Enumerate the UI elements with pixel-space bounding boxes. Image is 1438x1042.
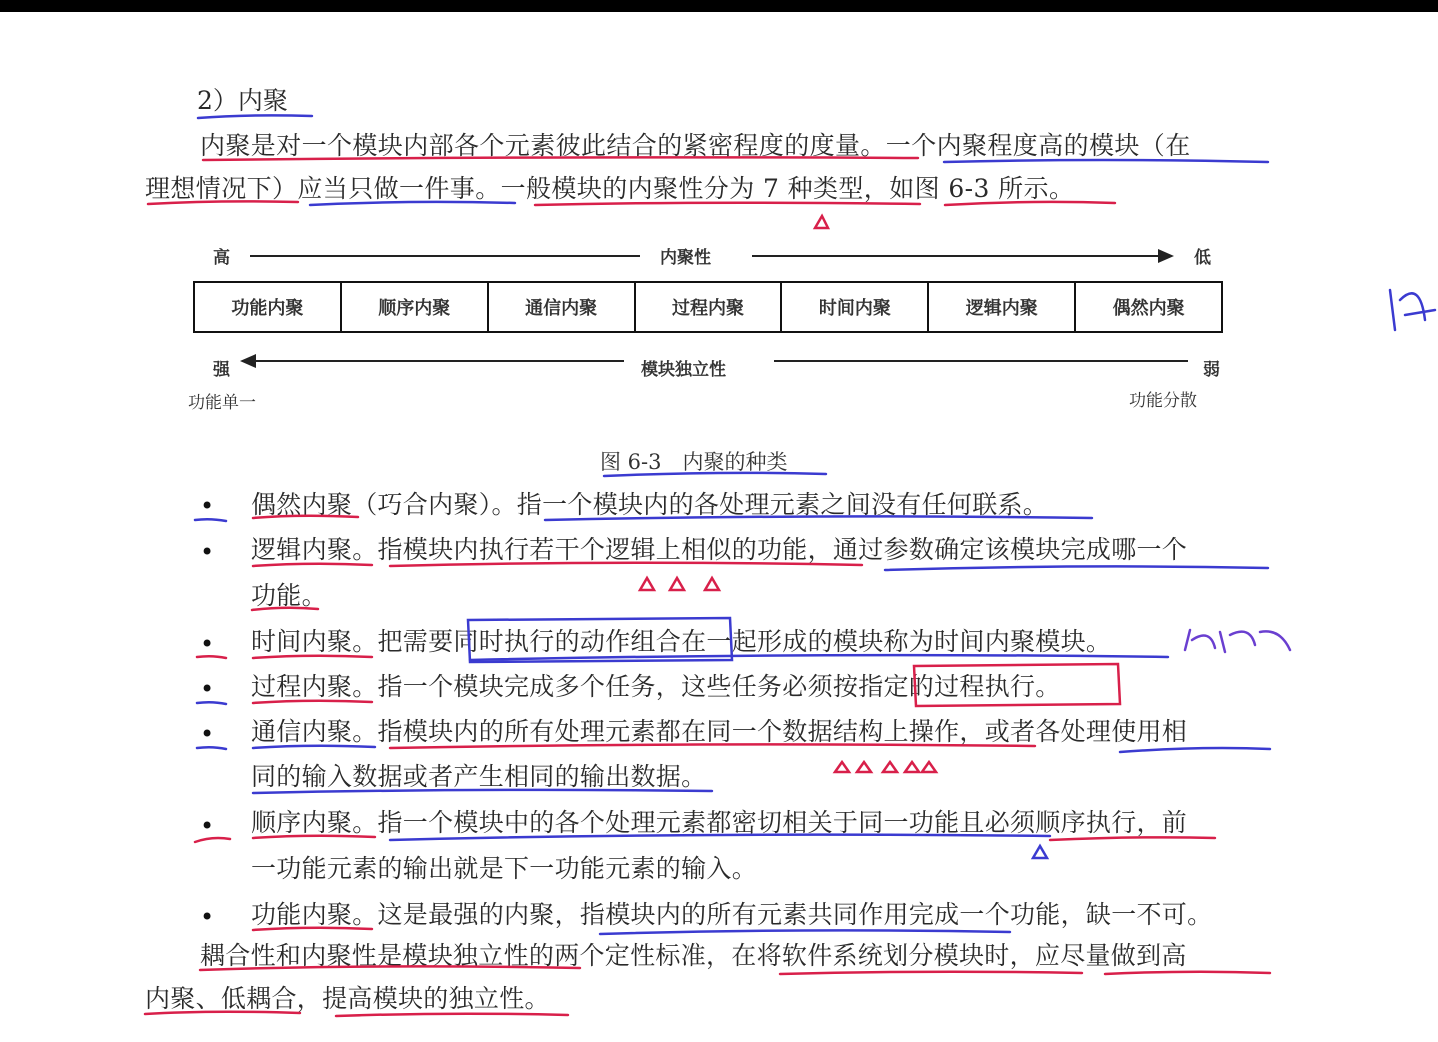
figure-caption: 图 6-3 内聚的种类 bbox=[600, 450, 788, 474]
underline-item-5c bbox=[1120, 748, 1270, 752]
underline-heading bbox=[198, 115, 312, 118]
list-item-sequential: 顺序内聚。指一个模块中的各个处理元素都密切相关于同一功能且必须顺序执行，前 bbox=[251, 808, 1188, 837]
list-item-temporal: 时间内聚。把需要同时执行的动作组合在一起形成的模块称为时间内聚模块。 bbox=[251, 627, 1112, 656]
bullet-mark-1 bbox=[195, 519, 226, 521]
underline-item-7 bbox=[253, 928, 372, 930]
cell-functional: 功能内聚 bbox=[195, 283, 342, 331]
intro-line-1: 内聚是对一个模块内部各个元素彼此结合的紧密程度的度量。一个内聚程度高的模块（在 bbox=[200, 131, 1191, 160]
bullet-icon: • bbox=[200, 720, 215, 748]
section-heading: 2）内聚 bbox=[197, 86, 288, 115]
underline-intro-2a bbox=[148, 201, 298, 204]
underline-item-2c bbox=[885, 566, 1268, 570]
list-item-coincidental: 偶然内聚（巧合内聚）。指一个模块内的各处理元素之间没有任何联系。 bbox=[251, 490, 1049, 519]
underline-item-6c bbox=[1050, 837, 1215, 840]
bullet-icon: • bbox=[200, 675, 215, 703]
box-item-4 bbox=[914, 664, 1120, 706]
list-item-procedural: 过程内聚。指一个模块完成多个任务，这些任务必须按指定的过程执行。 bbox=[251, 672, 1061, 701]
underline-item-4 bbox=[253, 701, 372, 703]
list-item-communicational-cont: 同的输入数据或者产生相同的输出数据。 bbox=[251, 762, 707, 791]
triangle-mark-1 bbox=[815, 216, 828, 228]
cell-procedural: 过程内聚 bbox=[636, 283, 783, 331]
underline-item-3b bbox=[470, 655, 1168, 660]
margin-scribble-right bbox=[1390, 290, 1435, 330]
list-item-sequential-cont: 一功能元素的输出就是下一功能元素的输入。 bbox=[251, 854, 758, 883]
diagram-scattered-function-note: 功能分散 bbox=[1129, 391, 1197, 411]
closing-line-1: 耦合性和内聚性是模块独立性的两个定性标准，在将软件系统划分模块时，应尽量做到高 bbox=[200, 941, 1187, 970]
list-item-communicational: 通信内聚。指模块内的所有处理元素都在同一个数据结构上操作，或者各处理使用相 bbox=[251, 717, 1188, 746]
underline-closing-1c bbox=[1105, 972, 1270, 974]
bullet-mark-6 bbox=[195, 838, 230, 842]
diagram-single-function-note: 功能单一 bbox=[188, 393, 256, 413]
underline-intro-2c bbox=[535, 203, 920, 205]
triangle-mark-6 bbox=[1033, 846, 1047, 858]
underline-intro-2b bbox=[310, 202, 515, 205]
underline-item-5d bbox=[253, 790, 712, 793]
bullet-icon: • bbox=[200, 630, 215, 658]
bullet-mark-3 bbox=[197, 656, 226, 658]
underline-item-2d bbox=[252, 608, 318, 610]
cell-coincidental: 偶然内聚 bbox=[1112, 298, 1185, 319]
list-item-logical: 逻辑内聚。指模块内执行若干个逻辑上相似的功能，通过参数确定该模块完成哪一个 bbox=[251, 535, 1188, 564]
bullet-mark-4 bbox=[197, 702, 226, 704]
cell-communicational: 通信内聚 bbox=[489, 283, 636, 331]
cell-logical: 逻辑内聚 bbox=[929, 283, 1076, 331]
underline-item-1b bbox=[545, 516, 1092, 520]
triangle-marks-2 bbox=[640, 578, 719, 590]
triangle-marks-5 bbox=[835, 762, 936, 772]
underline-item-3 bbox=[253, 656, 372, 658]
intro-line-2: 理想情况下）应当只做一件事。一般模块的内聚性分为 7 种类型，如图 6-3 所示。 bbox=[145, 174, 1075, 203]
list-item-logical-cont: 功能。 bbox=[251, 581, 327, 610]
underline-intro-1b bbox=[944, 160, 1268, 162]
underline-intro-1 bbox=[203, 157, 918, 160]
diagram-high-label: 高 bbox=[213, 248, 230, 268]
margin-scribble-item-3 bbox=[1185, 630, 1290, 652]
underline-item-2 bbox=[253, 564, 372, 566]
underline-item-1 bbox=[253, 516, 358, 518]
underline-caption bbox=[604, 473, 826, 476]
cell-sequential: 顺序内聚 bbox=[342, 283, 489, 331]
closing-line-2: 内聚、低耦合，提高模块的独立性。 bbox=[145, 984, 550, 1013]
underline-closing-2 bbox=[145, 1012, 300, 1014]
bullet-mark-5 bbox=[197, 747, 226, 749]
underline-item-5 bbox=[253, 746, 375, 748]
underline-item-6 bbox=[253, 836, 375, 838]
underline-closing-1 bbox=[200, 966, 580, 970]
underline-intro-2d bbox=[945, 202, 1115, 205]
cell-temporal: 时间内聚 bbox=[782, 283, 929, 331]
diagram-strong-label: 强 bbox=[213, 360, 230, 380]
bullet-icon: • bbox=[200, 812, 215, 840]
diagram-low-label: 低 bbox=[1194, 248, 1211, 268]
underline-item-6b bbox=[390, 835, 1050, 840]
bullet-icon: • bbox=[200, 903, 215, 931]
bullet-icon: • bbox=[200, 538, 215, 566]
list-item-functional: 功能内聚。这是最强的内聚，指模块内的所有元素共同作用完成一个功能，缺一不可。 bbox=[251, 900, 1213, 929]
bullet-icon: • bbox=[200, 492, 215, 520]
underline-item-7b bbox=[600, 930, 1010, 934]
diagram-independence-label: 模块独立性 bbox=[641, 360, 726, 380]
underline-item-5b bbox=[390, 744, 1035, 748]
underline-closing-1b bbox=[780, 972, 1082, 974]
underline-closing-2b bbox=[336, 1014, 568, 1016]
underline-item-2b bbox=[390, 563, 862, 566]
diagram-weak-label: 弱 bbox=[1203, 360, 1220, 380]
diagram-cohesion-label: 内聚性 bbox=[660, 248, 711, 268]
